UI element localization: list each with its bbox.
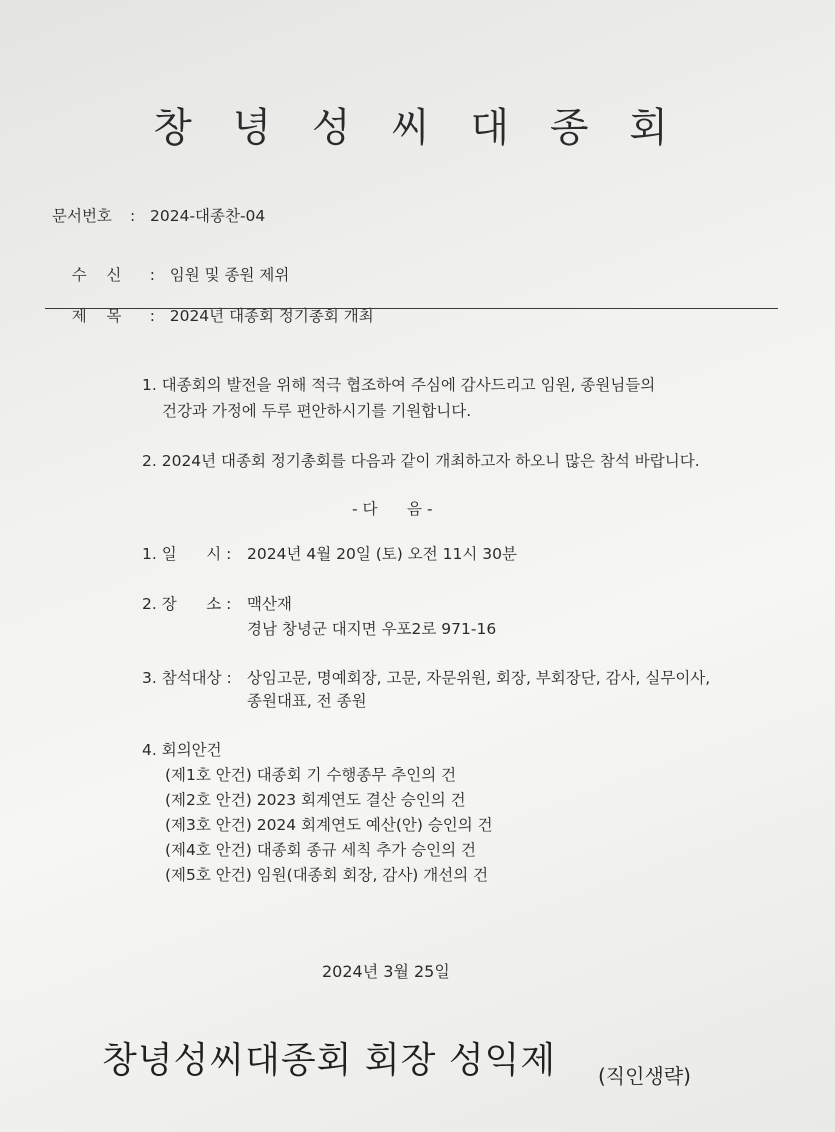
place-label: 2. 장 소 : xyxy=(142,595,232,613)
attendees-label: 3. 참석대상 : xyxy=(142,669,232,687)
place-address: 경남 창녕군 대지면 우포2로 971-16 xyxy=(247,620,497,638)
datetime-label: 1. 일 시 : xyxy=(142,545,232,563)
header-divider xyxy=(45,308,778,309)
signature: 창녕성씨대종회 회장 성익제 xyxy=(102,1040,557,1081)
doc-number-label: 문서번호 xyxy=(52,207,112,225)
recipient-value: 임원 및 종원 제위 xyxy=(169,266,290,284)
notice-header: - 다 음 - xyxy=(352,500,433,518)
subject-label: 제 목 xyxy=(71,307,122,325)
attendees-line-2: 종원대표, 전 종원 xyxy=(247,692,367,710)
agenda-label: 4. 회의안건 xyxy=(142,741,222,759)
place-value: 맥산재 xyxy=(247,595,292,613)
subject-value: 2024년 대종회 정기총회 개최 xyxy=(169,307,374,325)
agenda-item-2: (제2호 안건) 2023 회계연도 결산 승인의 건 xyxy=(165,791,466,809)
subject-row xyxy=(52,286,374,344)
agenda-item-4: (제4호 안건) 대종회 종규 세칙 추가 승인의 건 xyxy=(165,841,476,859)
document-title: 창 녕 성 씨 대 종 회 xyxy=(153,105,682,151)
agenda-item-1: (제1호 안건) 대종회 기 수행종무 추인의 건 xyxy=(165,766,457,784)
agenda-item-5: (제5호 안건) 임원(대종회 회장, 감사) 개선의 건 xyxy=(165,866,489,884)
paragraph-2: 2. 2024년 대종회 정기총회를 다음과 같이 개최하고자 하오니 많은 참석 바랍니다. xyxy=(142,452,700,470)
doc-number-value: 2024-대종찬-04 xyxy=(150,207,266,225)
issue-date: 2024년 3월 25일 xyxy=(322,962,450,981)
datetime-value: 2024년 4월 20일 (토) 오전 11시 30분 xyxy=(247,545,517,563)
paragraph-1-line-2: 건강과 가정에 두루 편안하시기를 기원합니다. xyxy=(162,402,472,420)
doc-number-row xyxy=(52,204,265,226)
recipient-label: 수 신 xyxy=(71,266,122,284)
seal-omitted-note: (직인생략) xyxy=(598,1064,691,1088)
agenda-item-3: (제3호 안건) 2024 회계연도 예산(안) 승인의 건 xyxy=(165,816,493,834)
doc-number-separator: : xyxy=(130,207,136,225)
attendees-line-1: 상임고문, 명예회장, 고문, 자문위원, 회장, 부회장단, 감사, 실무이사, xyxy=(247,669,711,687)
subject-separator: : xyxy=(149,307,155,325)
paragraph-1-line-1: 1. 대종회의 발전을 위해 적극 협조하여 주심에 감사드리고 임원, 종원님들의 xyxy=(142,376,656,394)
recipient-separator: : xyxy=(149,266,155,284)
